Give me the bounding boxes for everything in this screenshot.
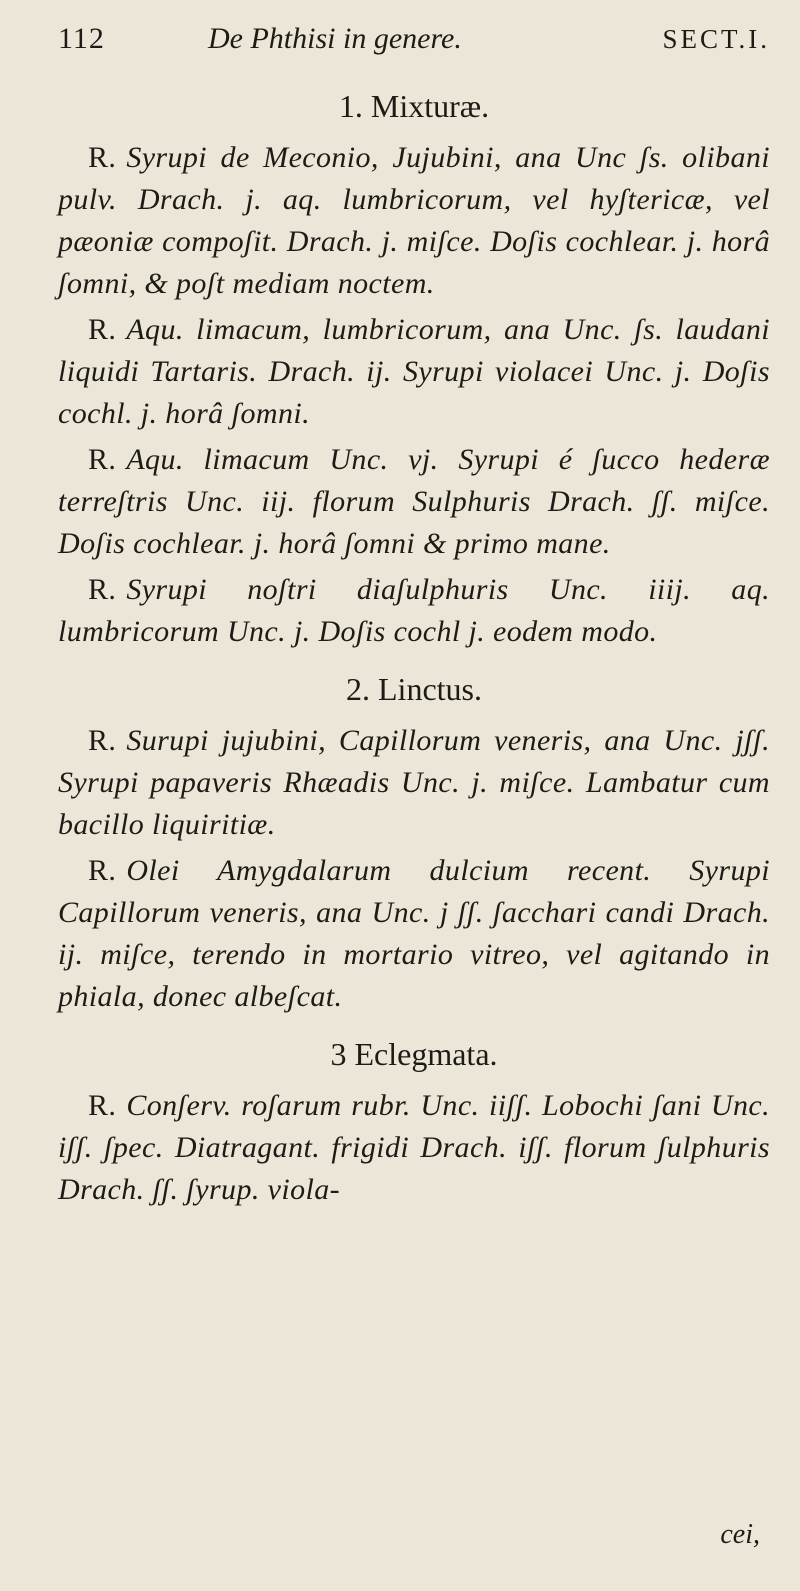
page-number: 112 <box>58 22 105 55</box>
recipe-symbol: R. <box>88 854 117 887</box>
recipe-symbol: R. <box>88 573 117 606</box>
recipe-paragraph <box>58 309 770 435</box>
recipe-paragraph <box>58 1085 770 1211</box>
recipe-paragraph <box>58 137 770 305</box>
recipe-text: Aqu. limacum, lumbricorum, ana Unc. ʃs. laudani liquidi Tartaris. Drach. ij. Syrupi violacei Unc. j. Doʃis cochl. j. horâ ʃomni. <box>58 313 770 430</box>
recipe-text: Surupi jujubini, Capillorum veneris, ana Unc. jʃʃ. Syrupi papaveris Rhæadis Unc. j. miʃce. Lambatur cum bacillo liquiritiæ. <box>58 724 770 841</box>
recipe-paragraph <box>58 720 770 846</box>
recipe-text: Olei Amygdalarum dulcium recent. Syrupi Capillorum veneris, ana Unc. j ʃʃ. ʃacchari candi Drach. ij. miʃce, terendo in mortario vitreo, vel agitando in phiala, donec albeʃcat. <box>58 854 770 1013</box>
section-eclegmata <box>58 1036 770 1211</box>
recipe-text: Conʃerv. roʃarum rubr. Unc. iiʃʃ. Lobochi ʃani Unc. iʃʃ. ʃpec. Diatragant. frigidi Drach. iʃʃ. florum ʃulphuris Drach. ʃʃ. ʃyrup. viola- <box>58 1089 770 1206</box>
catchword: cei, <box>720 1519 760 1550</box>
section-heading: 3 Eclegmata. <box>330 1036 498 1072</box>
recipe-symbol: R. <box>88 443 117 476</box>
section-mark: SECT.I. <box>662 24 770 54</box>
recipe-symbol: R. <box>88 1089 117 1122</box>
section-linctus <box>58 671 770 1018</box>
recipe-symbol: R. <box>88 724 117 757</box>
section-mixturae <box>58 88 770 653</box>
recipe-text: Aqu. limacum Unc. vj. Syrupi é ʃucco hederæ terreʃtris Unc. iij. florum Sulphuris Drach. ʃʃ. miʃce. Doʃis cochlear. j. horâ ʃomni & primo mane. <box>58 443 770 560</box>
recipe-paragraph <box>58 569 770 653</box>
running-title: De Phthisi in genere. <box>208 22 462 55</box>
section-heading: 2. Linctus. <box>346 671 482 707</box>
recipe-symbol: R. <box>88 141 117 174</box>
recipe-text: Syrupi noʃtri diaʃulphuris Unc. iiij. aq. lumbricorum Unc. j. Doʃis cochl j. eodem modo. <box>58 573 770 648</box>
recipe-paragraph <box>58 439 770 565</box>
recipe-symbol: R. <box>88 313 117 346</box>
page-header <box>58 22 770 70</box>
recipe-text: Syrupi de Meconio, Jujubini, ana Unc ʃs. olibani pulv. Drach. j. aq. lumbricorum, vel hyʃtericæ, vel pæoniæ compoʃit. Drach. j. miʃce. Doʃis cochlear. j. horâ ʃomni, & poʃt mediam noctem. <box>58 141 770 300</box>
section-heading: 1. Mixturæ. <box>338 88 490 124</box>
recipe-paragraph <box>58 850 770 1018</box>
